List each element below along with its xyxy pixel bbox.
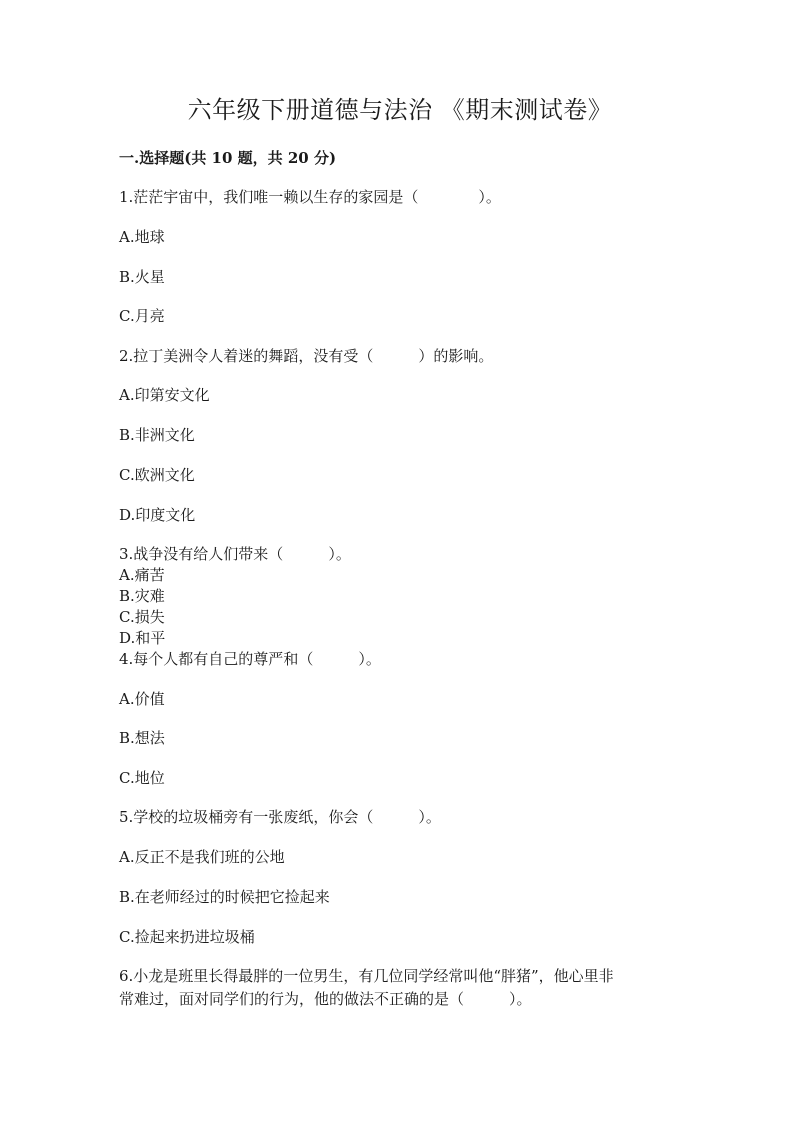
question-5-option-a: A.反正不是我们班的公地 (119, 848, 285, 866)
question-5-option-b: B.在老师经过的时候把它捡起来 (119, 888, 330, 906)
question-6-stem-line-1: 6.小龙是班里长得最胖的一位男生，有几位同学经常叫他“胖猪”，他心里非 (119, 967, 614, 985)
question-1-option-b: B.火星 (119, 268, 165, 286)
question-3-option-b: B.灾难 (119, 587, 165, 605)
question-3-option-d: D.和平 (119, 629, 166, 647)
question-2-option-c: C.欧洲文化 (119, 466, 195, 484)
question-2-option-a: A.印第安文化 (119, 386, 210, 404)
question-1-stem: 1.茫茫宇宙中，我们唯一赖以生存的家园是（ ）。 (119, 188, 501, 206)
question-3-option-a: A.痛苦 (119, 566, 165, 584)
question-4-option-b: B.想法 (119, 729, 165, 747)
question-5-stem: 5.学校的垃圾桶旁有一张废纸，你会（ ）。 (119, 808, 441, 826)
question-4-stem: 4.每个人都有自己的尊严和（ ）。 (119, 650, 381, 668)
question-3-stem: 3.战争没有给人们带来（ ）。 (119, 545, 351, 563)
question-1-option-c: C.月亮 (119, 307, 165, 325)
section-heading: 一.选择题(共 10 题，共 20 分) (119, 149, 337, 167)
question-6-stem-line-2: 常难过，面对同学们的行为，他的做法不正确的是（ ）。 (119, 990, 532, 1008)
question-3-option-c: C.损失 (119, 608, 165, 626)
question-5-option-c: C.捡起来扔进垃圾桶 (119, 928, 255, 946)
question-2-stem: 2.拉丁美洲令人着迷的舞蹈，没有受（ ）的影响。 (119, 347, 494, 365)
question-4-option-c: C.地位 (119, 769, 165, 787)
question-2-option-b: B.非洲文化 (119, 426, 195, 444)
question-4-option-a: A.价值 (119, 690, 165, 708)
page-title: 六年级下册道德与法治 《期末测试卷》 (187, 96, 613, 124)
question-2-option-d: D.印度文化 (119, 506, 196, 524)
question-1-option-a: A.地球 (119, 228, 165, 246)
